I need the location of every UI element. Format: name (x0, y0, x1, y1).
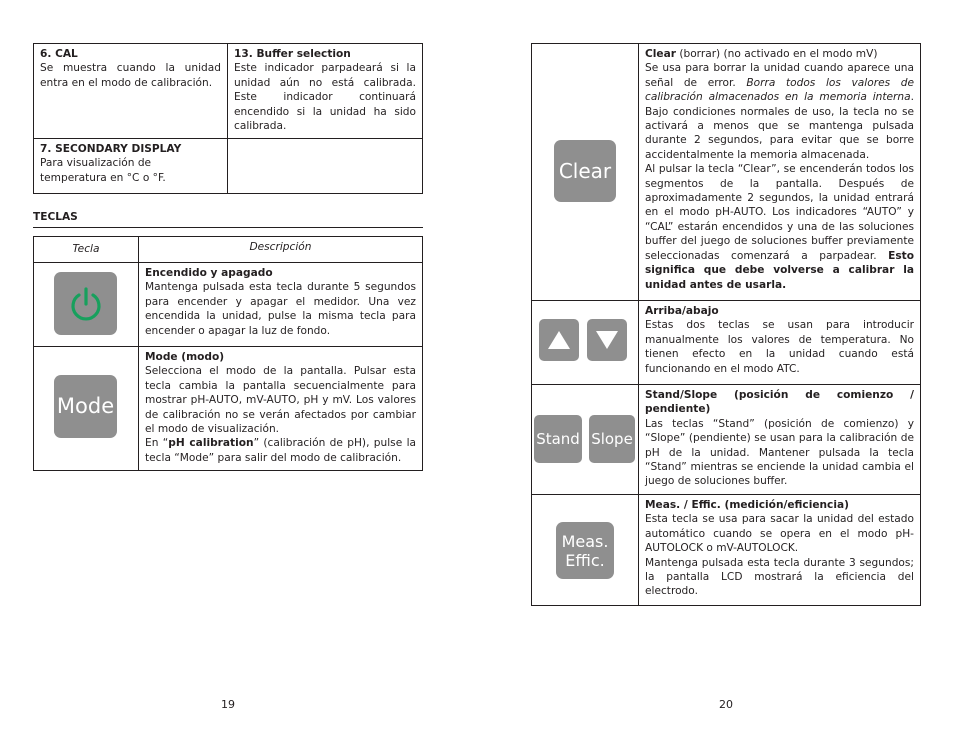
updown-text: Estas dos teclas se usan para introducir manualmente los valores de temperatura. No tienen efecto en la unidad cuando está funcionando en el modo ATC. (645, 319, 914, 375)
page-number-left: 19 (221, 698, 235, 711)
keys-table-left (33, 236, 423, 471)
meas-desc-cell (639, 495, 921, 606)
meas-key-line1: Meas. (561, 531, 609, 551)
updown-desc-cell (639, 301, 921, 385)
mode-key[interactable]: Mode (54, 375, 117, 438)
clear-title: Clear (645, 48, 676, 60)
cal-text: Se muestra cuando la unidad entra en el modo de calibración. (40, 62, 221, 89)
page-number-right: 20 (719, 698, 733, 711)
power-text: Mantenga pulsada esta tecla durante 5 segundos para encender y apagar el medidor. Una vez encendida la unidad, pulse la misma tecla para encender o apagar la luz de fondo. (145, 281, 416, 337)
clear-desc-cell (639, 44, 921, 301)
mode-text2-pre: En “ (145, 437, 169, 450)
mode-desc-cell (139, 347, 423, 471)
header-desc: Descripción (139, 237, 423, 263)
keys-table-right (531, 43, 921, 606)
standslope-key-cell (532, 385, 639, 495)
clear-title-suffix: (borrar) (no activado en el modo mV) (675, 48, 878, 60)
clear-text1 (645, 61, 914, 162)
clear-text2-a: Al pulsar la tecla “Clear”, se encenderán todos los segmentos de la pantalla. Después de aproximadamente 2 segundos, la unidad entrará en el modo pH-AUTO. Los indicadores “AUTO” y “CAL” estarán encendidos y una de las soluciones buffer del juego de soluciones buffer previamente seleccionadas comenzará a parpadear. (645, 163, 914, 262)
meas-text1: Esta tecla se usa para sacar la unidad del estado automático cuando se opera en el modo pH-AUTOLOCK o mV-AUTOLOCK. (645, 513, 914, 555)
standslope-desc-cell (639, 385, 921, 495)
clear-text1-end: . Bajo condiciones normales de uso, la tecla no se activará a menos que se mantenga pulsada durante 2 segundos, para evitar que se borre accidentalmente la memoria almacenada. (645, 91, 914, 161)
arrow-up-icon (547, 330, 571, 350)
meas-text2: Mantenga pulsada esta tecla durante 3 segundos; la pantalla LCD mostrará la eficiencia del electrodo. (645, 556, 914, 598)
buffer-text: Este indicador parpadeará si la unidad aún no está calibrada. Este indicador continuará encendido si la unidad ha sido calibrada. (234, 62, 416, 133)
clear-key-cell (532, 44, 639, 301)
power-title: Encendido y apagado (145, 267, 273, 279)
cal-cell (34, 44, 228, 139)
meas-title: Meas. / Effic. (medición/eficiencia) (645, 499, 849, 511)
mode-text2 (145, 436, 416, 465)
arrow-down-icon (595, 330, 619, 350)
clear-text2-bold: Esto significa que debe volverse a calibrar la unidad antes de usarla. (645, 249, 914, 291)
power-key-cell (34, 263, 139, 347)
slope-key[interactable]: Slope (589, 415, 635, 463)
power-icon (67, 285, 105, 323)
standslope-title: Stand/Slope (posición de comienzo / pendiente) (645, 389, 914, 416)
empty-cell (228, 139, 423, 194)
power-desc-cell (139, 263, 423, 347)
meas-key-line2: Effic. (565, 550, 605, 570)
clear-text1-italic: Borra todos los valores de calibración almacenados en la memoria interna (645, 76, 914, 104)
buffer-title: 13. Buffer selection (234, 48, 351, 60)
up-key[interactable] (539, 319, 579, 361)
secondary-cell (34, 139, 228, 194)
down-key[interactable] (587, 319, 627, 361)
mode-text2-post: ” (calibración de pH), pulse la tecla “Mode” para salir del modo de calibración. (145, 437, 417, 464)
clear-key[interactable]: Clear (554, 140, 616, 202)
header-key: Tecla (34, 237, 139, 263)
clear-text1-a: Se usa para borrar la unidad cuando aparece una señal de error. (645, 62, 914, 89)
buffer-cell (228, 44, 423, 139)
meas-key-cell (532, 495, 639, 606)
keys-section-title: TECLAS (33, 211, 78, 223)
power-key[interactable] (54, 272, 117, 335)
mode-key-cell (34, 347, 139, 471)
cal-title: 6. CAL (40, 48, 78, 60)
secondary-text: Para visualización de temperatura en °C o °F. (40, 157, 166, 184)
section-rule (33, 227, 423, 228)
clear-text2 (645, 162, 914, 292)
updown-title: Arriba/abajo (645, 305, 719, 317)
mode-text: Selecciona el modo de la pantalla. Pulsar esta tecla cambia la pantalla secuencialmente para mostrar pH-AUTO, mV-AUTO, pH y mV. Los valores de calibración no se verán afectados por cambiar el modo de visualización. (145, 365, 416, 436)
secondary-title: 7. SECONDARY DISPLAY (40, 143, 182, 155)
updown-key-cell (532, 301, 639, 385)
standslope-text: Las teclas “Stand” (posición de comienzo) y “Slope” (pendiente) se usan para la calibración de pH de la unidad. Mantener pulsada la tecla “Stand” mientras se enciende la unidad cambia el juego de soluciones buffer. (645, 417, 914, 488)
info-table (33, 43, 423, 194)
clear-heading (645, 47, 914, 61)
mode-text2-bold: pH calibration (168, 437, 254, 450)
meas-effic-key[interactable] (556, 522, 614, 579)
stand-key[interactable]: Stand (534, 415, 582, 463)
mode-title: Mode (modo) (145, 351, 225, 363)
